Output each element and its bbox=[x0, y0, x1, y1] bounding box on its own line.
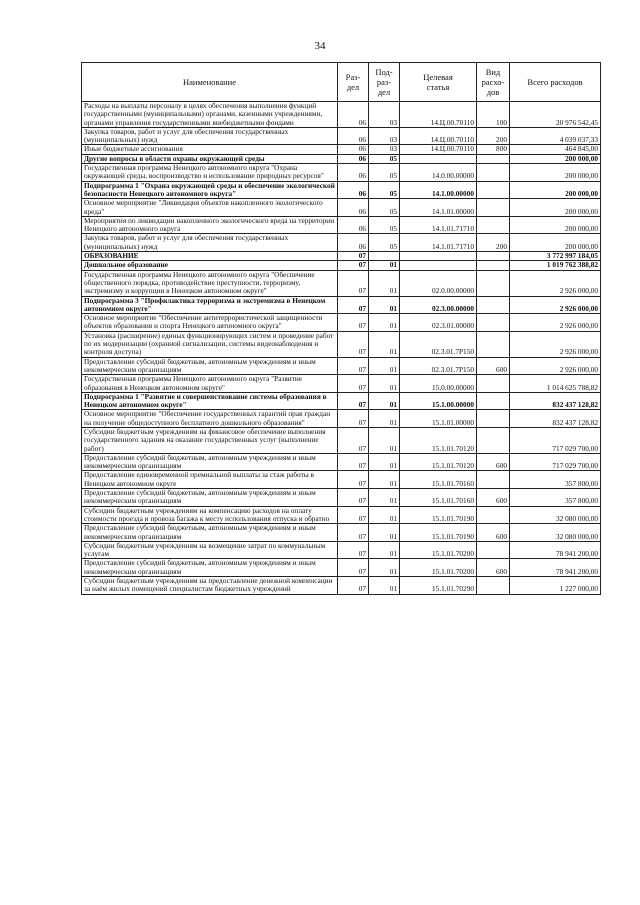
page-number: 34 bbox=[314, 40, 326, 52]
cell-section: 07 bbox=[338, 375, 369, 393]
cell-section: 07 bbox=[338, 506, 369, 524]
cell-expense-type bbox=[477, 261, 510, 270]
cell-section: 07 bbox=[338, 314, 369, 332]
table-row bbox=[82, 216, 601, 234]
cell-total: 2 926 000,00 bbox=[510, 331, 601, 357]
cell-subsection: 01 bbox=[369, 296, 400, 314]
cell-name: Государственная программа Ненецкого автономного округа "Развитие образования в Ненецком автономном округе" bbox=[82, 375, 338, 393]
cell-article: 02.3.01.7Р150 bbox=[400, 357, 477, 375]
cell-expense-type: 200 bbox=[477, 127, 510, 145]
cell-total: 32 080 000,00 bbox=[510, 524, 601, 542]
cell-section: 06 bbox=[338, 181, 369, 199]
cell-section: 07 bbox=[338, 392, 369, 410]
cell-subsection: 01 bbox=[369, 489, 400, 507]
cell-article: 14.Ц.00.70110 bbox=[400, 102, 477, 128]
cell-total: 1 014 625 788,82 bbox=[510, 375, 601, 393]
cell-subsection: 01 bbox=[369, 541, 400, 559]
table-row bbox=[82, 471, 601, 489]
cell-section: 07 bbox=[338, 252, 369, 261]
cell-article: 15.1.01.70120 bbox=[400, 453, 477, 471]
cell-total: 200 000,00 bbox=[510, 181, 601, 199]
cell-article: 14.Ц.00.70110 bbox=[400, 145, 477, 154]
cell-article: 14.0.00.00000 bbox=[400, 164, 477, 182]
table-row bbox=[82, 577, 601, 595]
cell-article: 15.0.00.00000 bbox=[400, 375, 477, 393]
table-row bbox=[82, 164, 601, 182]
cell-total: 78 941 200,00 bbox=[510, 559, 601, 577]
cell-subsection: 01 bbox=[369, 506, 400, 524]
cell-article: 15.1.01.70190 bbox=[400, 506, 477, 524]
table-row bbox=[82, 270, 601, 296]
table-row bbox=[82, 102, 601, 128]
table-row bbox=[82, 199, 601, 217]
cell-expense-type bbox=[477, 410, 510, 428]
cell-total: 2 926 000,00 bbox=[510, 270, 601, 296]
cell-section: 06 bbox=[338, 216, 369, 234]
cell-subsection: 05 bbox=[369, 154, 400, 163]
table-row bbox=[82, 331, 601, 357]
cell-subsection: 01 bbox=[369, 453, 400, 471]
cell-expense-type bbox=[477, 164, 510, 182]
table-header-row bbox=[82, 63, 601, 102]
cell-total: 2 926 000,00 bbox=[510, 296, 601, 314]
cell-total: 200 000,00 bbox=[510, 154, 601, 163]
cell-article bbox=[400, 261, 477, 270]
table-row bbox=[82, 392, 601, 410]
cell-section: 07 bbox=[338, 453, 369, 471]
cell-name: Основное мероприятие "Ликвидация объектов накопленного экологического вреда" bbox=[82, 199, 338, 217]
cell-section: 06 bbox=[338, 145, 369, 154]
cell-total: 2 926 000,00 bbox=[510, 314, 601, 332]
cell-subsection: 01 bbox=[369, 270, 400, 296]
cell-expense-type bbox=[477, 252, 510, 261]
cell-total: 200 000,00 bbox=[510, 164, 601, 182]
cell-article: 15.1.01.70190 bbox=[400, 524, 477, 542]
cell-section: 07 bbox=[338, 489, 369, 507]
cell-section: 07 bbox=[338, 296, 369, 314]
cell-subsection: 01 bbox=[369, 261, 400, 270]
cell-total: 1 227 000,00 bbox=[510, 577, 601, 595]
cell-article: 15.1.01.70120 bbox=[400, 427, 477, 453]
cell-expense-type: 100 bbox=[477, 102, 510, 128]
cell-section: 06 bbox=[338, 154, 369, 163]
table-row bbox=[82, 375, 601, 393]
cell-subsection: 05 bbox=[369, 216, 400, 234]
cell-section: 06 bbox=[338, 234, 369, 252]
cell-section: 06 bbox=[338, 102, 369, 128]
cell-expense-type: 600 bbox=[477, 489, 510, 507]
table-row bbox=[82, 357, 601, 375]
table-row bbox=[82, 506, 601, 524]
table-row bbox=[82, 314, 601, 332]
cell-name: Субсидии бюджетным учреждениям на компенсацию расходов на оплату стоимости проезда и провоза багажа к месту использования отпуска и обратно bbox=[82, 506, 338, 524]
cell-section: 07 bbox=[338, 577, 369, 595]
cell-subsection: 05 bbox=[369, 181, 400, 199]
cell-expense-type bbox=[477, 392, 510, 410]
cell-total: 357 800,00 bbox=[510, 489, 601, 507]
cell-subsection: 01 bbox=[369, 410, 400, 428]
cell-expense-type: 800 bbox=[477, 145, 510, 154]
cell-section: 07 bbox=[338, 541, 369, 559]
table-row bbox=[82, 524, 601, 542]
cell-expense-type bbox=[477, 506, 510, 524]
cell-expense-type bbox=[477, 577, 510, 595]
cell-subsection: 01 bbox=[369, 331, 400, 357]
cell-expense-type: 600 bbox=[477, 524, 510, 542]
header-section: Раз- дел bbox=[338, 63, 369, 102]
header-article: Целевая статья bbox=[400, 63, 477, 102]
cell-name: Предоставление субсидий бюджетным, автономным учреждениям и иным некоммерческим организациям bbox=[82, 489, 338, 507]
cell-section: 07 bbox=[338, 559, 369, 577]
cell-subsection: 05 bbox=[369, 164, 400, 182]
cell-total: 200 000,00 bbox=[510, 216, 601, 234]
cell-total: 200 000,00 bbox=[510, 199, 601, 217]
cell-name: Субсидии бюджетным учреждениям на предоставление денежной компенсации за наём жилых помещений специалистам бюджетных учреждений bbox=[82, 577, 338, 595]
table-row bbox=[82, 127, 601, 145]
cell-article: 14.Ц.00.70110 bbox=[400, 127, 477, 145]
header-expense-type: Вид расхо- дов bbox=[477, 63, 510, 102]
header-subsection: Под- раз- дел bbox=[369, 63, 400, 102]
cell-subsection: 01 bbox=[369, 314, 400, 332]
table-row bbox=[82, 410, 601, 428]
cell-expense-type bbox=[477, 181, 510, 199]
cell-name: Мероприятия по ликвидации накопленного экологического вреда на территории Ненецкого автономного округа bbox=[82, 216, 338, 234]
cell-article bbox=[400, 252, 477, 261]
cell-name: Другие вопросы в области охраны окружающей среды bbox=[82, 154, 338, 163]
cell-name: Государственная программа Ненецкого автономного округа "Обеспечение общественного порядка, противодействие преступности, терроризму, экстремизму и коррупции в Ненецком автономном округе" bbox=[82, 270, 338, 296]
table-row bbox=[82, 145, 601, 154]
header-total: Всего расходов bbox=[510, 63, 601, 102]
cell-subsection: 03 bbox=[369, 102, 400, 128]
cell-subsection: 01 bbox=[369, 471, 400, 489]
cell-name: Подпрограмма 1 "Развитие и совершенствование системы образования в Ненецком автономном округе" bbox=[82, 392, 338, 410]
cell-expense-type bbox=[477, 427, 510, 453]
cell-subsection: 03 bbox=[369, 127, 400, 145]
cell-expense-type: 600 bbox=[477, 357, 510, 375]
cell-subsection: 01 bbox=[369, 427, 400, 453]
cell-total: 717 029 700,00 bbox=[510, 427, 601, 453]
cell-name: Субсидии бюджетным учреждениям на возмещение затрат по коммунальным услугам bbox=[82, 541, 338, 559]
cell-subsection: 01 bbox=[369, 357, 400, 375]
cell-name: Предоставление субсидий бюджетным, автономным учреждениям и иным некоммерческим организациям bbox=[82, 357, 338, 375]
table-row bbox=[82, 296, 601, 314]
cell-section: 07 bbox=[338, 410, 369, 428]
cell-article: 14.1.01.00000 bbox=[400, 199, 477, 217]
cell-article: 02.3.01.00000 bbox=[400, 314, 477, 332]
cell-name: Государственная программа Ненецкого автономного округа "Охрана окружающей среды, воспроизводство и использование природных ресурсов" bbox=[82, 164, 338, 182]
cell-subsection: 01 bbox=[369, 577, 400, 595]
cell-article: 15.1.01.00000 bbox=[400, 410, 477, 428]
table-row bbox=[82, 453, 601, 471]
cell-article bbox=[400, 154, 477, 163]
cell-total: 4 039 037,33 bbox=[510, 127, 601, 145]
cell-article: 14.1.01.71710 bbox=[400, 234, 477, 252]
cell-total: 3 772 997 184,05 bbox=[510, 252, 601, 261]
cell-subsection: 01 bbox=[369, 524, 400, 542]
cell-subsection: 05 bbox=[369, 199, 400, 217]
cell-section: 07 bbox=[338, 471, 369, 489]
table-row bbox=[82, 234, 601, 252]
cell-total: 1 019 762 388,82 bbox=[510, 261, 601, 270]
cell-subsection: 01 bbox=[369, 559, 400, 577]
cell-article: 14.1.01.71710 bbox=[400, 216, 477, 234]
table-row bbox=[82, 559, 601, 577]
table-row bbox=[82, 427, 601, 453]
cell-name: Основное мероприятие "Обеспечение антитеррористической защищенности объектов образования и спорта Ненецкого автономного округа" bbox=[82, 314, 338, 332]
cell-subsection: 03 bbox=[369, 145, 400, 154]
cell-total: 832 437 128,82 bbox=[510, 410, 601, 428]
cell-name: Закупка товаров, работ и услуг для обеспечения государственных (муниципальных) нужд bbox=[82, 234, 338, 252]
cell-expense-type bbox=[477, 471, 510, 489]
cell-name: Подпрограмма 3 "Профилактика терроризма и экстремизма в Ненецком автономном округе" bbox=[82, 296, 338, 314]
cell-name: Подпрограмма 1 "Охрана окружающей среды и обеспечение экологической безопасности Ненецкого автономного округа" bbox=[82, 181, 338, 199]
cell-article: 15.1.01.70160 bbox=[400, 471, 477, 489]
cell-article: 14.1.00.00000 bbox=[400, 181, 477, 199]
cell-section: 07 bbox=[338, 270, 369, 296]
cell-total: 717 029 700,00 bbox=[510, 453, 601, 471]
cell-article: 15.1.01.70200 bbox=[400, 541, 477, 559]
cell-name: Расходы на выплаты персоналу в целях обеспечения выполнения функций государственными (муниципальными) органами, казенными учреждениями, органами управления государственными внебюджетными фондами bbox=[82, 102, 338, 128]
cell-name: Предоставление субсидий бюджетным, автономным учреждениям и иным некоммерческим организациям bbox=[82, 453, 338, 471]
cell-subsection: 01 bbox=[369, 375, 400, 393]
cell-name: ОБРАЗОВАНИЕ bbox=[82, 252, 338, 261]
cell-name: Основное мероприятие "Обеспечение государственных гарантий прав граждан на получение общедоступного бесплатного дошкольного образования" bbox=[82, 410, 338, 428]
cell-total: 464 845,00 bbox=[510, 145, 601, 154]
cell-section: 07 bbox=[338, 261, 369, 270]
header-name: Наименование bbox=[82, 63, 338, 102]
cell-expense-type bbox=[477, 314, 510, 332]
cell-name: Субсидии бюджетным учреждениям на финансовое обеспечение выполнения государственного задания на оказание государственных услуг (выполнение работ) bbox=[82, 427, 338, 453]
cell-total: 832 437 128,82 bbox=[510, 392, 601, 410]
cell-total: 20 976 542,45 bbox=[510, 102, 601, 128]
cell-name: Дошкольное образование bbox=[82, 261, 338, 270]
cell-expense-type bbox=[477, 270, 510, 296]
cell-article: 15.1.01.70200 bbox=[400, 559, 477, 577]
cell-expense-type: 200 bbox=[477, 234, 510, 252]
cell-expense-type bbox=[477, 331, 510, 357]
cell-total: 2 926 000,00 bbox=[510, 357, 601, 375]
cell-article: 15.1.01.70160 bbox=[400, 489, 477, 507]
cell-total: 78 941 200,00 bbox=[510, 541, 601, 559]
cell-name: Установка (расширение) единых функционирующих систем и проведение работ по их модернизации (охранной сигнализации, системы видеонаблюдения и контроля доступа) bbox=[82, 331, 338, 357]
cell-total: 357 800,00 bbox=[510, 471, 601, 489]
cell-article: 02.0.00.00000 bbox=[400, 270, 477, 296]
table-row bbox=[82, 181, 601, 199]
cell-expense-type bbox=[477, 154, 510, 163]
cell-section: 07 bbox=[338, 331, 369, 357]
cell-article: 15.1.01.70290 bbox=[400, 577, 477, 595]
cell-section: 07 bbox=[338, 357, 369, 375]
cell-name: Иные бюджетные ассигнования bbox=[82, 145, 338, 154]
cell-article: 02.3.01.7Р150 bbox=[400, 331, 477, 357]
cell-expense-type: 600 bbox=[477, 453, 510, 471]
cell-section: 06 bbox=[338, 164, 369, 182]
cell-section: 06 bbox=[338, 199, 369, 217]
cell-name: Предоставление субсидий бюджетным, автономным учреждениям и иным некоммерческим организациям bbox=[82, 559, 338, 577]
cell-section: 07 bbox=[338, 427, 369, 453]
cell-subsection: 05 bbox=[369, 234, 400, 252]
cell-name: Предоставление субсидий бюджетным, автономным учреждениям и иным некоммерческим организациям bbox=[82, 524, 338, 542]
cell-article: 02.3.00.00000 bbox=[400, 296, 477, 314]
cell-name: Предоставление единовременной премиальной выплаты за стаж работы в Ненецком автономном округе bbox=[82, 471, 338, 489]
cell-expense-type bbox=[477, 541, 510, 559]
cell-section: 07 bbox=[338, 524, 369, 542]
cell-total: 200 000,00 bbox=[510, 234, 601, 252]
cell-expense-type bbox=[477, 216, 510, 234]
cell-total: 32 080 000,00 bbox=[510, 506, 601, 524]
table-row bbox=[82, 489, 601, 507]
cell-section: 06 bbox=[338, 127, 369, 145]
table-row bbox=[82, 261, 601, 270]
budget-table bbox=[81, 62, 601, 595]
table-row bbox=[82, 541, 601, 559]
cell-expense-type bbox=[477, 199, 510, 217]
cell-expense-type bbox=[477, 375, 510, 393]
cell-expense-type bbox=[477, 296, 510, 314]
cell-subsection: 01 bbox=[369, 392, 400, 410]
cell-expense-type: 600 bbox=[477, 559, 510, 577]
cell-name: Закупка товаров, работ и услуг для обеспечения государственных (муниципальных) нужд bbox=[82, 127, 338, 145]
cell-article: 15.1.00.00000 bbox=[400, 392, 477, 410]
